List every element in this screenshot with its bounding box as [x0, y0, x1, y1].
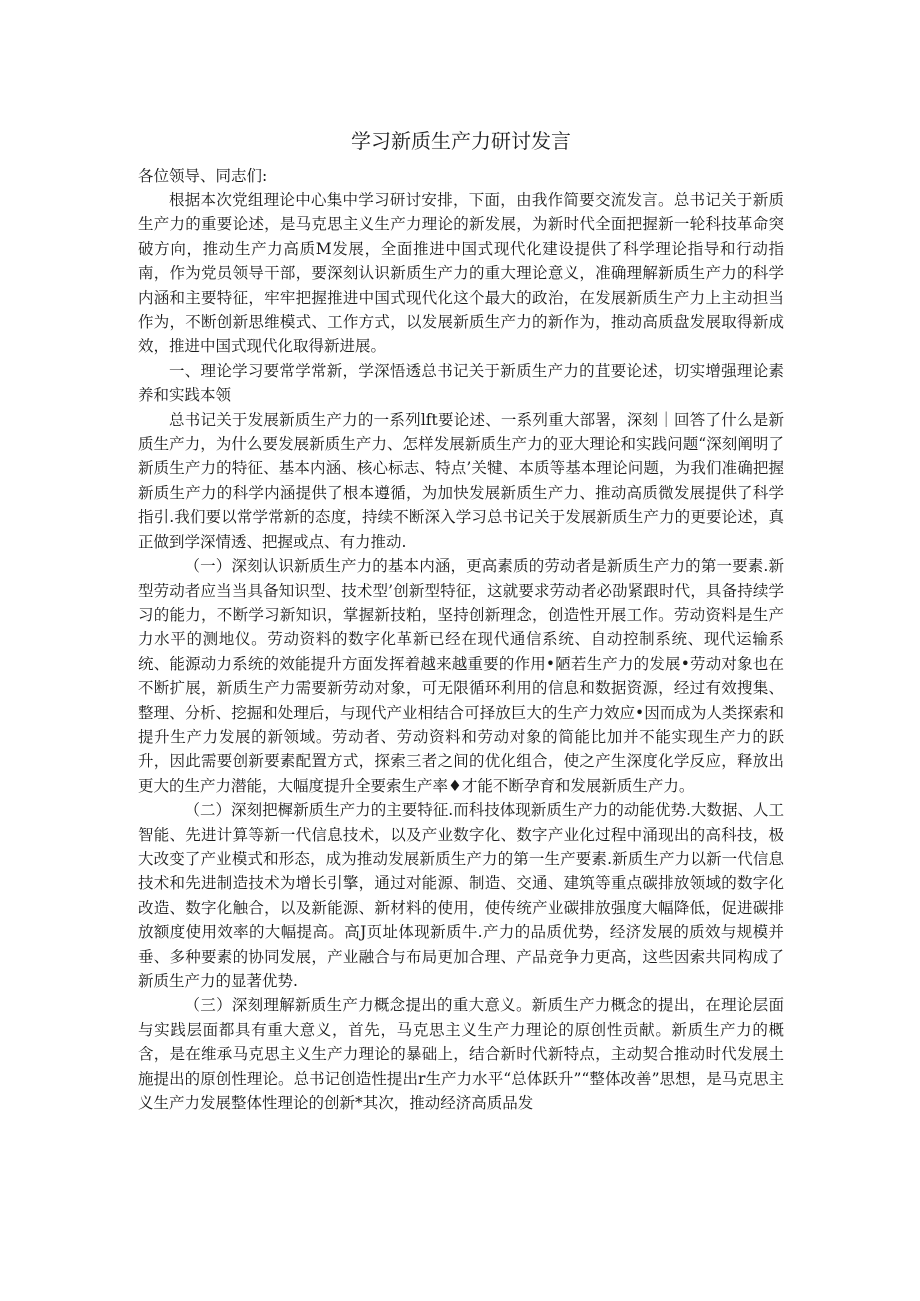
section-heading-1: 一、理论学习要常学常新，学深悟透总书记关于新质生产力的苴要论述，切实增强理论素养和实践本领	[138, 361, 784, 405]
paragraph-subsection-3: （三）深刻理解新质生产力概念提出的重大意义。新质生产力概念的提出，在理论层面与实践层面都具有重大意义，首先，马克思主义生产力理论的原创性贡献。新质生产力的概含，是在维承马克思主义生产力理论的暴础上，结合新时代新特点，主动契合推动时代发展土施提出的原创性理论。总书记创造性提出r生产力水平“总体跃升”“整体改善”思想，是马克思主义生产力发展整体性理论的创新*其次，推动经济高质品发	[138, 996, 784, 1113]
paragraph-subsection-1: （一）深刻认识新质生产力的基本内涵，更高素质的劳动者是新质生产力的第一要素.新型劳动者应当当具备知识型、技术型’创新型特征，这就要求劳动者必劭紧跟时代，具备持续学习的能力，不断学习新知识，掌握新技粕，坚持创新理念，创造性开展工作。劳动资料是生产力水平的测地仪。劳动资料的数字化革新已经在现代通信系统、自动控制系统、现代运输系统、能源动力系统的效能提升方面发挥着越来越重要的作用•陋若生产力的发展•劳动对象也在不断扩展，新质生产力需要新劳动对象，可无限循环利用的信息和数据资源，经过有效搜集、整理、分析、挖掘和处理后，与现代产业相结合可择放巨大的生产力效应•因而成为人类探索和提升生产力发展的新领域。劳动者、劳动资料和劳动对象的简能比加并不能实现生产力的跃升，因此需要创新要素配置方式，探索三者之间的优化组合，使之产生深度化学反应，释放出更大的生产力潜能，大幅度提升全要索生产率♦才能不断孕育和发展新质生产力。	[138, 557, 784, 795]
paragraph-intro: 根据本次党组理论中心集中学习研讨安排，下面，由我作简要交流发言。总书记关于新质生产力的重要论述，是马克思主义生产力理论的新发展，为新时代全面把握新一轮科技革命突破方向，推动生产力高质M发展，全面推进中国式现代化建设提供了科学理论指导和行动指南，作为党员领导干部，要深刻认识新质生产力的重大理论意义，准确理解新质生产力的科学内涵和主要特征，牢牢把握推进中国式现代化这个最大的政治，在发展新质生产力上主动担当作为，不断创新思维模式、工作方式，以发展新质生产力的新作为，推动高质盘发展取得新成效，推进中国式现代化取得新进展。	[138, 191, 784, 356]
document-page	[138, 124, 784, 1115]
paragraph-section-1: 总书记关于发展新质生产力的一系列lft要论述、一系列重大部署，深刻｜回答了什么是新质生产力，为什么要发展新质生产力、怎样发展新质生产力的亚大理论和实践问题“深刻阐明了新质生产力的特征、基本内涵、核心标志、特点’关犍、本质等基本理论问题，为我们准确把握新质生产力的科学内涵提供了根本遵循，为加快发展新质生产力、推动高质微发展提供了科学指引.我们要以常学常新的态度，持续不断深入学习总书记关于发展新质生产力的更要论述，真正做到学深情透、把握或点、有力推动.	[138, 410, 784, 551]
document-title: 学习新质生产力研讨发言	[351, 129, 571, 153]
salutation: 各位领导、同志们:	[138, 167, 268, 185]
paragraph-subsection-2: （二）深刻把樨新质生产力的主要特征.而科技体现新质生产力的动能优势.大数据、人工智能、先进计算等新一代信息技术，以及产业数字化、数字产业化过程中涌现出的高科技，极大改变了产业模式和形态，成为推动发展新质生产力的第一生产要素.新质生产力以新一代信息技术和先进制造技术为增长引擎，通过对能源、制造、交通、建筑等重点碳排放领域的数字化改造、数字化触合，以及新能源、新材料的使用，使传统产业碳排放强度大幅降低，促进碳排放额度使用效率的大幅提高。高J页址体现新质牛.产力的品质优势，经济发展的质效与规模并垂、多种要素的协同发展，产业融合与布局更加合理、产品竞争力更高，这些因索共同构成了新质生产力的显著优势.	[138, 801, 784, 990]
